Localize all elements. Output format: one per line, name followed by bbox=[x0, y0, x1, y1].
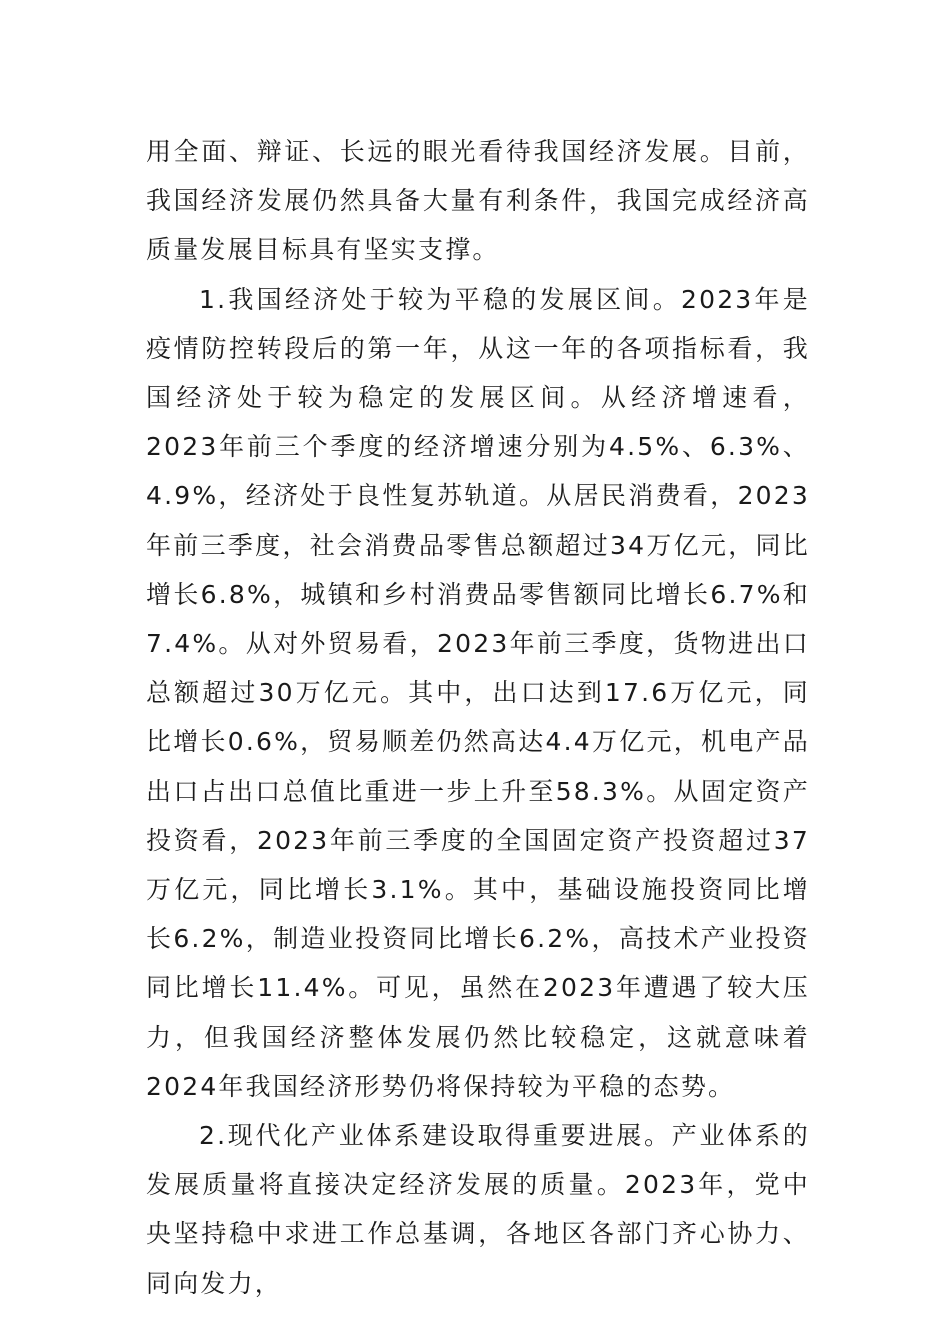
document-body bbox=[146, 127, 810, 1308]
paragraph-continuation: 用全面、辩证、长远的眼光看待我国经济发展。目前，我国经济发展仍然具备大量有利条件，我国完成经济高质量发展目标具有坚实支撑。 bbox=[146, 137, 810, 265]
paragraph-industrial-system: 2.现代化产业体系建设取得重要进展。产业体系的发展质量将直接决定经济发展的质量。2023年，党中央坚持稳中求进工作总基调，各地区各部门齐心协力、同向发力， bbox=[146, 1121, 810, 1298]
paragraph-economy-stable: 1.我国经济处于较为平稳的发展区间。2023年是疫情防控转段后的第一年，从这一年的各项指标看，我国经济处于较为稳定的发展区间。从经济增速看，2023年前三个季度的经济增速分别为4.5%、6.3%、4.9%，经济处于良性复苏轨道。从居民消费看，2023年前三季度，社会消费品零售总额超过34万亿元，同比增长6.8%，城镇和乡村消费品零售额同比增长6.7%和7.4%。从对外贸易看，2023年前三季度，货物进出口总额超过30万亿元。其中，出口达到17.6万亿元，同比增长0.6%，贸易顺差仍然高达4.4万亿元，机电产品出口占出口总值比重进一步上升至58.3%。从固定资产投资看，2023年前三季度的全国固定资产投资超过37万亿元，同比增长3.1%。其中，基础设施投资同比增长6.2%，制造业投资同比增长6.2%，高技术产业投资同比增长11.4%。可见，虽然在2023年遭遇了较大压力，但我国经济整体发展仍然比较稳定，这就意味着2024年我国经济形势仍将保持较为平稳的态势。 bbox=[146, 284, 810, 1101]
